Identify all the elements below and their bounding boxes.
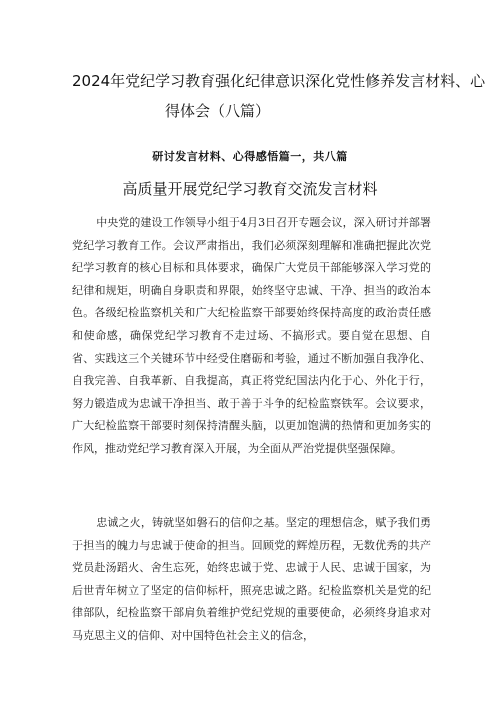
body-paragraph-2-block [72,512,431,648]
body-paragraph-1-block [72,212,431,461]
article-title: 高质量开展党纪学习教育交流发言材料 [122,180,378,198]
document-title [72,66,486,126]
body-paragraph: 中央党的建设工作领导小组于4月3日召开专题会议，深入研讨并部署党纪学习教育工作。会议严肃指出，我们必须深刻理解和准确把握此次党纪学习教育的核心目标和具体要求，确保广大党员干部能够深入学习党的纪律和规矩，明确自身职责和界限，始终坚守忠诚、干净、担当的政治本色。各级纪检监察机关和广大纪检监察干部要始终保持高度的政治责任感和使命感，确保党纪学习教育不走过场、不搞形式。要自觉在思想、自省、实践这三个关键环节中经受住磨砺和考验，通过不断加强自我净化、自我完善、自我革新、自我提高，真正将党纪国法内化于心、外化于行，努力锻造成为忠诚干净担当、敢于善于斗争的纪检监察铁军。会议要求，广大纪检监察干部要时刻保持清醒头脑，以更加饱满的热情和更加务实的作风，推动党纪学习教育深入开展，为全面从严治党提供坚强保障。 [72,216,431,455]
body-paragraph: 忠诚之火，铸就坚如磐石的信仰之基。坚定的理想信念，赋予我们勇于担当的魄力与忠诚于使命的担当。回顾党的辉煌历程，无数优秀的共产党员赴汤蹈火、舍生忘死，始终忠诚于党、忠诚于人民、忠诚于国家，为后世青年树立了坚定的信仰标杆，照亮忠诚之路。纪检监察机关是党的纪律部队，纪检监察干部肩负着维护党纪党规的重要使命，必须终身追求对马克思主义的信仰、对中国特色社会主义的信念， [72,516,431,642]
section-heading: 研讨发言材料、心得感悟篇一，共八篇 [152,150,348,163]
document-title-line-1: 2024年党纪学习教育强化纪律意识深化党性修养发言材料、心 [72,72,486,90]
document-title-line-2: 得体会（八篇） [165,102,271,120]
